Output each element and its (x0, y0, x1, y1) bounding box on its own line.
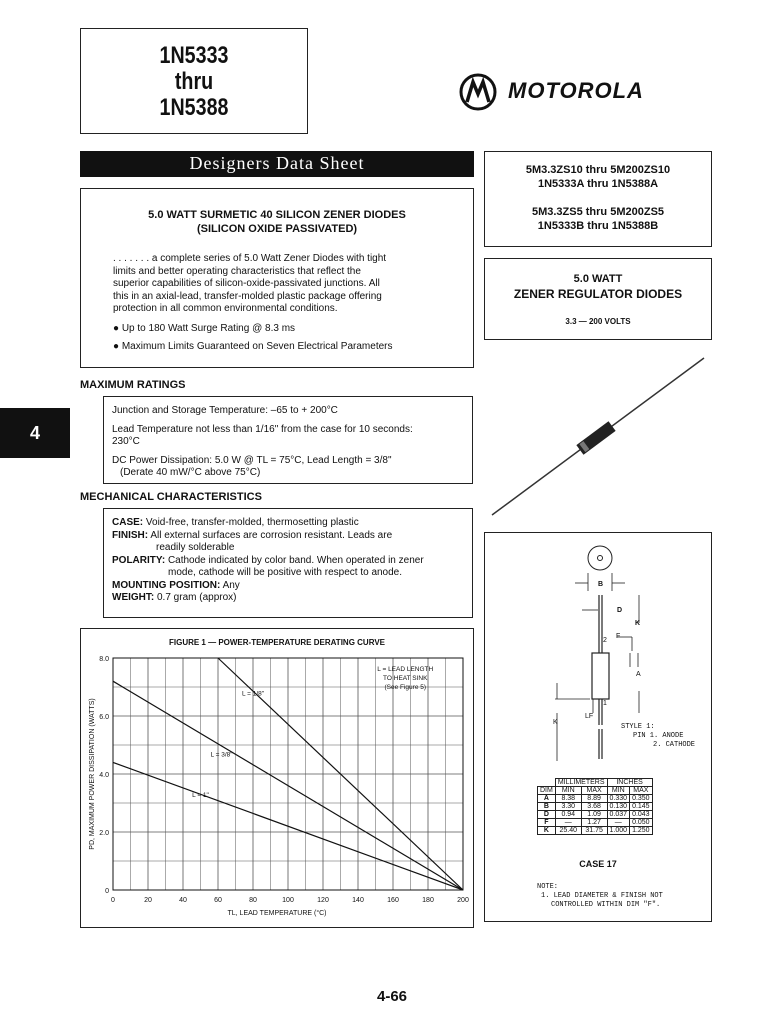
dim-label-a: A (636, 671, 641, 678)
designers-data-sheet-banner: Designers Data Sheet (80, 151, 474, 177)
x-tick-label: 120 (317, 897, 329, 904)
style-pin-1: PIN 1. ANODE (633, 732, 684, 740)
product-title-1: 5.0 WATT (573, 273, 623, 285)
mech-finish-text-2: readily solderable (156, 542, 235, 553)
product-voltage-range: 3.3 — 200 VOLTS (565, 317, 631, 326)
bullet-text: Up to 180 Watt Surge Rating @ 8.3 ms (121, 323, 296, 334)
mech-mounting-label: MOUNTING POSITION: (112, 579, 221, 591)
x-tick-label: 140 (352, 897, 364, 904)
dim-cell: F (538, 819, 556, 827)
part-number-2: 1N5388 (159, 94, 229, 121)
dim-cell: — (607, 819, 630, 827)
variant-3: 5M3.3ZS5 thru 5M200ZS5 (531, 206, 665, 218)
dim-cell: B (538, 803, 556, 811)
x-tick-label: 60 (214, 897, 222, 904)
mech-mounting (112, 580, 467, 593)
y-tick-label: 6.0 (99, 714, 109, 721)
x-tick-label: 40 (179, 897, 187, 904)
mech-finish (112, 530, 467, 543)
chart-annotation: TO HEAT SINK (383, 675, 428, 683)
mech-case-label: CASE: (112, 517, 144, 528)
mech-weight (112, 592, 467, 605)
dim-col-header: MIN (555, 787, 581, 795)
description-title-1: 5.0 WATT SURMETIC 40 SILICON ZENER DIODES (148, 209, 406, 221)
description-line: superior capabilities of silicon-oxide-passivated junctions. All (113, 278, 380, 289)
dim-group-in: INCHES (607, 779, 652, 787)
dim-cell: 3.30 (555, 803, 581, 811)
mech-finish-text: All external surfaces are corrosion resistant. Leads are (150, 529, 393, 541)
mech-finish-label: FINISH: (112, 529, 149, 541)
style-title: STYLE 1: (621, 723, 655, 731)
dim-cell: 1.000 (607, 827, 630, 835)
x-tick-label: 80 (249, 897, 257, 904)
dim-group-mm: MILLIMETERS (555, 779, 607, 787)
dim-cell: 8.89 (581, 795, 607, 803)
dim-cell: 0.130 (607, 803, 630, 811)
description-line: this in an axial-lead, transfer-molded plastic package offering (113, 290, 382, 302)
rating-power-dissipation: DC Power Dissipation: 5.0 W @ TL = 75°C, Lead Length = 3/8" (112, 454, 392, 466)
bullet-dot-icon: ● (113, 341, 120, 352)
chart-title: FIGURE 1 — POWER-TEMPERATURE DERATING CURVE (168, 638, 386, 647)
dimension-table (537, 778, 653, 835)
dim-cell: 0.043 (630, 811, 653, 819)
mech-case-text: Void-free, transfer-molded, thermosetting plastic (145, 517, 359, 528)
dim-label-f: F (616, 633, 621, 640)
rating-lead-temp: Lead Temperature not less than 1/16" from the case for 10 seconds: (112, 423, 413, 435)
dim-cell: 31.75 (581, 827, 607, 835)
table-row (538, 795, 653, 803)
product-type-box (484, 258, 712, 340)
dim-cell: 1.250 (630, 827, 653, 835)
dim-cell: K (538, 827, 556, 835)
dim-label-b: B (598, 581, 604, 588)
page-number: 4-66 (377, 988, 408, 1005)
series-label: L = 1" (192, 792, 209, 800)
note-line-1: 1. LEAD DIAMETER & FINISH NOT (541, 892, 663, 900)
case-note (537, 883, 663, 910)
rating-junction-temp: Junction and Storage Temperature: –65 to + 200°C (112, 405, 338, 416)
dim-label-k: K (553, 719, 558, 726)
note-title: NOTE: (537, 883, 559, 891)
pin-label-2: 2 (603, 637, 607, 644)
description-line: protection in all common environmental conditions. (113, 303, 338, 314)
bullet-2 (113, 341, 393, 354)
mech-polarity-text: Cathode indicated by color band. When operated in zener (167, 554, 424, 566)
brand-name: MOTOROLA (508, 78, 644, 103)
variants-box (484, 151, 712, 247)
rating-derate: (Derate 40 mW/°C above 75°C) (120, 467, 261, 478)
table-row (538, 811, 653, 819)
rating-lead-temp-value: 230°C (112, 436, 140, 447)
mech-polarity-label: POLARITY: (112, 554, 166, 566)
description-line: . . . . . . . a complete series of 5.0 Watt Zener Diodes with tight (113, 253, 387, 264)
case-outline-box (484, 532, 712, 922)
dim-col-header: MIN (607, 787, 630, 795)
dim-cell: 3.68 (581, 803, 607, 811)
y-tick-label: 4.0 (99, 772, 109, 779)
dim-cell: 25.40 (555, 827, 581, 835)
style-note (621, 723, 695, 750)
x-tick-label: 20 (144, 897, 152, 904)
part-number-box (80, 28, 308, 134)
mech-case (112, 517, 467, 530)
chart-annotation: L = LEAD LENGTH (377, 666, 434, 674)
diode-illustration (484, 350, 712, 520)
y-tick-label: 0 (105, 888, 109, 895)
dim-cell: 0.94 (555, 811, 581, 819)
case-name: CASE 17 (579, 859, 617, 869)
dim-cell: 8.38 (555, 795, 581, 803)
x-tick-label: 180 (422, 897, 434, 904)
pin-label-1: 1 (603, 700, 607, 707)
dim-label-d: D (617, 607, 623, 614)
bullet-text: Maximum Limits Guaranteed on Seven Electrical Parameters (121, 341, 393, 352)
mech-polarity-text-2: mode, cathode will be positive with respect to anode. (168, 567, 403, 578)
variant-4: 1N5333B thru 1N5388B (537, 220, 659, 232)
description-title-2: (SILICON OXIDE PASSIVATED) (196, 223, 358, 235)
x-axis-label: TL, LEAD TEMPERATURE (°C) (227, 910, 327, 917)
y-axis-label: PD, MAXIMUM POWER DISSIPATION (WATTS) (89, 698, 96, 850)
motorola-logo (458, 72, 708, 112)
dim-cell: — (555, 819, 581, 827)
derating-chart (80, 628, 474, 928)
mech-heading: MECHANICAL CHARACTERISTICS (80, 491, 262, 503)
x-tick-label: 0 (111, 897, 115, 904)
chart-annotation: (See Figure 5) (384, 684, 427, 692)
mech-box (103, 508, 473, 618)
note-line-2: CONTROLLED WITHIN DIM "F". (551, 901, 661, 909)
motorola-logo-icon (458, 72, 498, 112)
x-tick-label: 160 (387, 897, 399, 904)
section-tab (0, 408, 70, 458)
dim-col-header: MAX (581, 787, 607, 795)
bullet-dot-icon: ● (113, 323, 120, 334)
dim-col-header: MAX (630, 787, 653, 795)
series-label: L = 1/8" (241, 690, 265, 698)
x-tick-label: 200 (457, 897, 469, 904)
dim-cell: 0.050 (630, 819, 653, 827)
mech-weight-label: WEIGHT: (112, 592, 155, 603)
dim-cell: 0.145 (630, 803, 653, 811)
bullet-1 (113, 323, 295, 336)
dim-cell: 0.350 (630, 795, 653, 803)
y-tick-label: 8.0 (99, 656, 109, 663)
table-row (538, 827, 653, 835)
x-tick-label: 100 (282, 897, 294, 904)
variant-1: 5M3.3ZS10 thru 5M200ZS10 (525, 164, 671, 176)
mech-polarity (112, 555, 467, 568)
dim-label-k-top: K (635, 620, 641, 627)
series-label: L = 3/8" (210, 751, 233, 759)
dim-cell: D (538, 811, 556, 819)
dim-cell: A (538, 795, 556, 803)
dim-cell: 0.037 (607, 811, 630, 819)
dim-col-header: DIM (538, 787, 556, 795)
max-ratings-heading: MAXIMUM RATINGS (80, 379, 186, 391)
table-row (538, 803, 653, 811)
part-number-1: 1N5333 (159, 42, 229, 69)
diode-axial-image (484, 350, 712, 520)
style-pin-2: 2. CATHODE (653, 741, 696, 749)
description-box (80, 188, 474, 368)
description-line: limits and better operating characteristics that reflect the (113, 265, 361, 277)
dim-cell: 0.330 (607, 795, 630, 803)
variant-2: 1N5333A thru 1N5388A (537, 178, 659, 190)
product-title-2: ZENER REGULATOR DIODES (513, 287, 683, 301)
section-tab-number: 4 (29, 423, 40, 443)
dim-cell: 1.27 (581, 819, 607, 827)
mech-mounting-text: Any (222, 579, 240, 591)
dim-label-lf: LF (585, 713, 594, 720)
y-tick-label: 2.0 (99, 830, 109, 837)
dim-cell: 1.09 (581, 811, 607, 819)
max-ratings-box (103, 396, 473, 484)
part-number-thru: thru (174, 68, 214, 95)
mech-weight-text: 0.7 gram (approx) (157, 592, 237, 603)
table-row (538, 819, 653, 827)
description-text (113, 253, 463, 316)
